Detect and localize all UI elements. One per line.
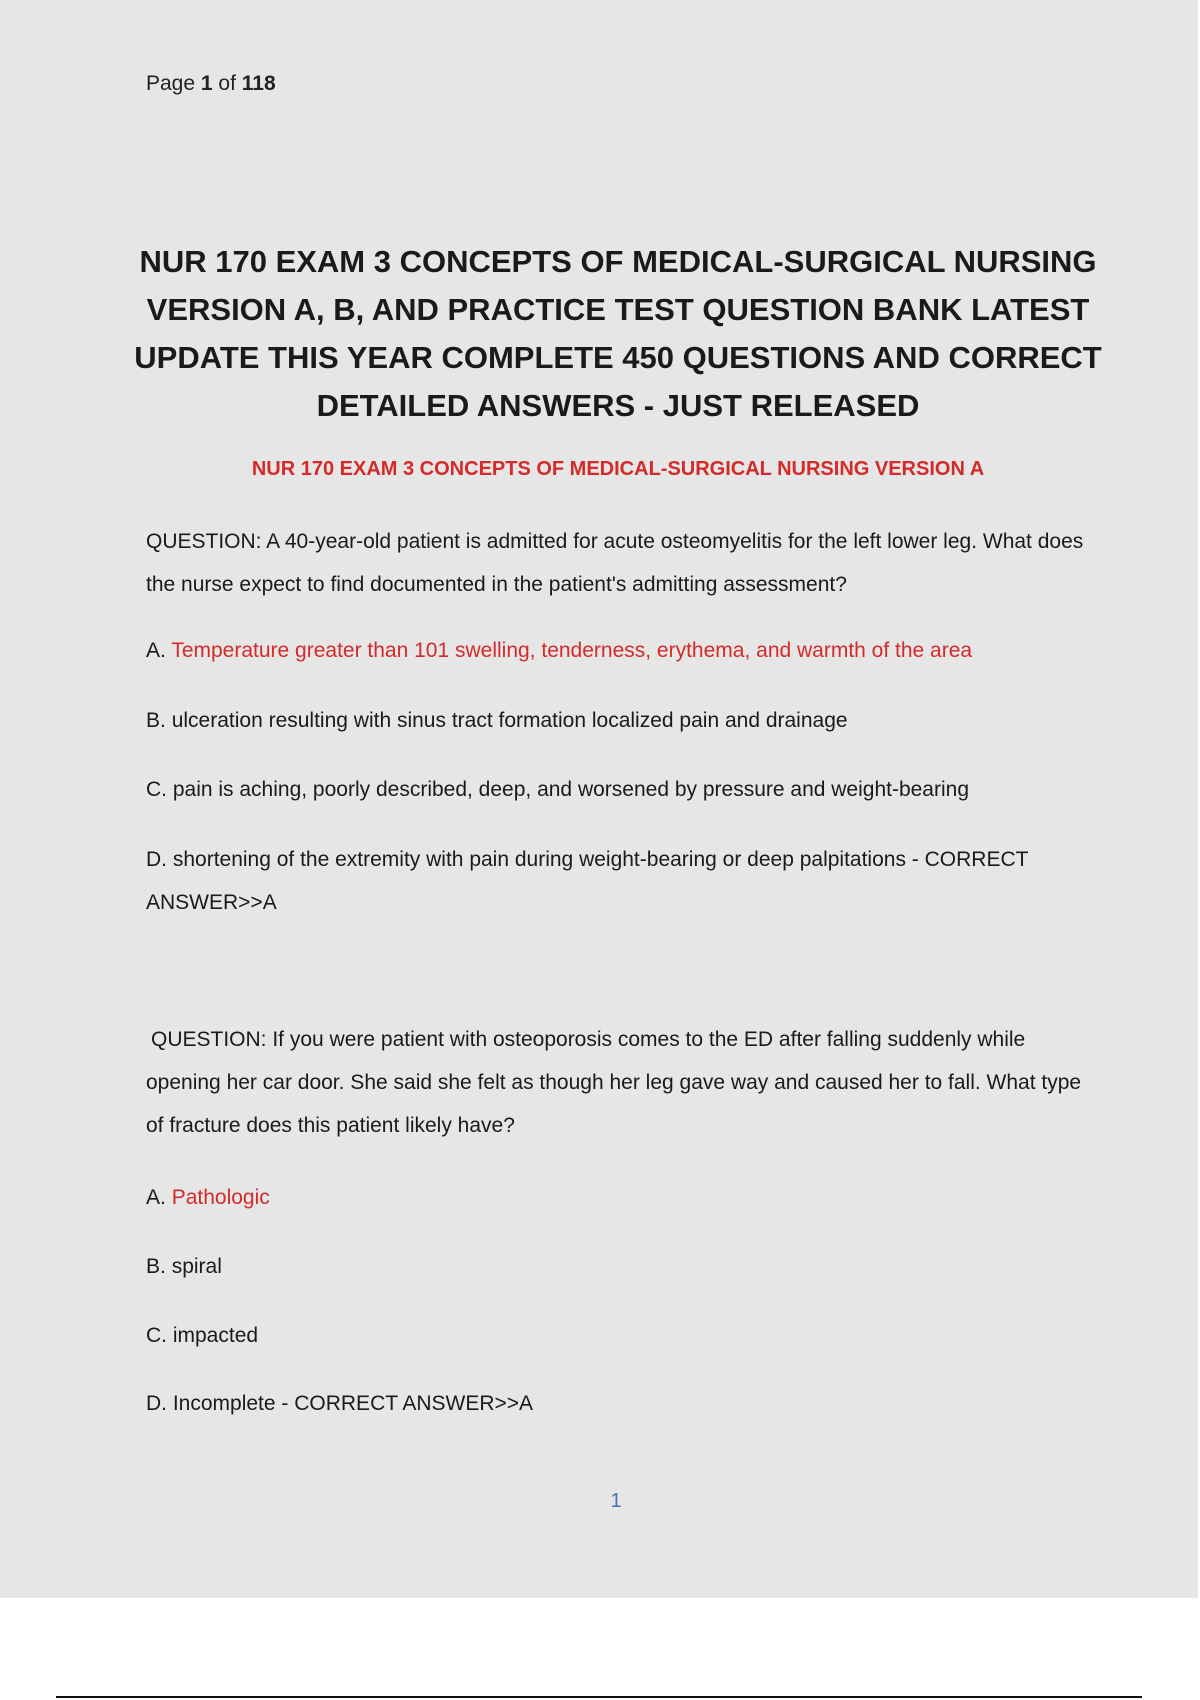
option-letter: A. <box>146 1186 166 1209</box>
question-1-option-b <box>146 706 1086 736</box>
question-1-option-a <box>146 636 1086 666</box>
question-1-option-d <box>146 838 1086 924</box>
page-counter <box>146 72 276 96</box>
question-1-option-c <box>146 775 1086 805</box>
option-text: pain is aching, poorly described, deep, and worsened by pressure and weight-bearing <box>172 778 970 801</box>
option-text: impacted <box>172 1324 259 1347</box>
option-text: shortening of the extremity with pain during weight-bearing or deep palpitations - CORRECT ANSWER>>A <box>146 848 1029 914</box>
option-letter: B. <box>146 709 166 732</box>
correct-option-text: Temperature greater than 101 swelling, tenderness, erythema, and warmth of the area <box>171 639 973 662</box>
option-letter: C. <box>146 778 167 801</box>
option-text: spiral <box>171 1255 222 1278</box>
option-text: ulceration resulting with sinus tract formation localized pain and drainage <box>171 709 848 732</box>
page-total: 118 <box>241 72 276 95</box>
option-letter: D. <box>146 1392 167 1415</box>
question-2-option-d <box>146 1389 1086 1419</box>
option-letter: D. <box>146 848 167 871</box>
option-letter: B. <box>146 1255 166 1278</box>
question-1-text: QUESTION: A 40-year-old patient is admitted for acute osteomyelitis for the left lower leg. What does the nurse expect to find documented in the patient's admitting assessment? <box>146 530 1084 596</box>
question-2-option-c <box>146 1321 1086 1351</box>
page-current: 1 <box>200 72 213 95</box>
option-letter: C. <box>146 1324 167 1347</box>
option-letter: A. <box>146 639 166 662</box>
bottom-divider <box>56 1696 1142 1698</box>
correct-option-text: Pathologic <box>171 1186 270 1209</box>
page-prefix: Page <box>146 72 196 95</box>
question-2-option-a <box>146 1183 1086 1213</box>
version-heading: NUR 170 EXAM 3 CONCEPTS OF MEDICAL-SURGICAL NURSING VERSION A <box>251 458 985 480</box>
option-text: Incomplete - CORRECT ANSWER>>A <box>172 1392 534 1415</box>
question-2-option-b <box>146 1252 1086 1282</box>
page-of: of <box>218 72 236 95</box>
document-title: NUR 170 EXAM 3 CONCEPTS OF MEDICAL-SURGICAL NURSING VERSION A, B, AND PRACTICE TEST QUESTION BANK LATEST UPDATE THIS YEAR COMPLETE 450 QUESTIONS AND CORRECT DETAILED ANSWERS - JUST RELEASED <box>134 244 1102 423</box>
question-2-text: QUESTION: If you were patient with osteoporosis comes to the ED after falling suddenly while opening her car door. She said she felt as though her leg gave way and caused her to fall. What type of fracture does this patient likely have? <box>146 1028 1082 1137</box>
footer-page-number: 1 <box>610 1490 622 1512</box>
